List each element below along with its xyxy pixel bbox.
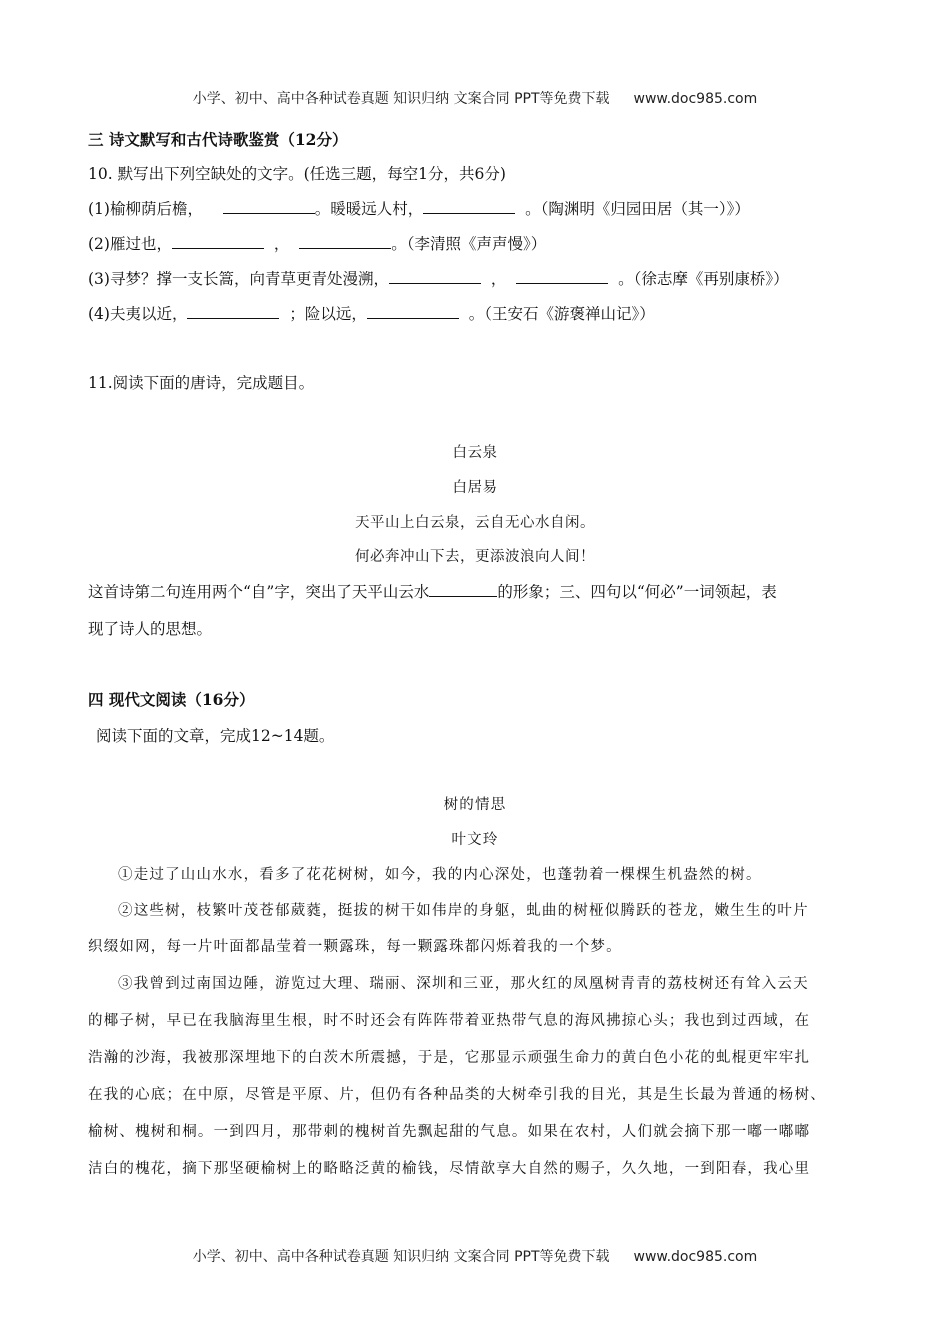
q10-item-2 xyxy=(88,234,864,254)
poem-title: 白云泉 xyxy=(452,445,498,461)
q10-item-1-text-b: 。暖暖远人村， xyxy=(314,200,424,218)
answer-blank[interactable] xyxy=(423,199,515,214)
article-line: 的椰子树，早已在我脑海里生根，时不时还会有阵阵带着亚热带气息的海风拂掠心头；我也到过西域，在 xyxy=(88,1013,811,1029)
article-author: 叶文玲 xyxy=(451,832,499,848)
article-line: ②这些树，枝繁叶茂苍郁葳蕤，挺拔的树干如伟岸的身躯，虬曲的树桠似腾跃的苍龙，嫩生生的叶片 xyxy=(118,903,809,919)
q10-item-3 xyxy=(88,269,864,289)
article-line: 浩瀚的沙海，我被那深埋地下的白茨木所震撼，于是，它那显示顽强生命力的黄白色小花的虬棍更牢牢扎 xyxy=(88,1050,811,1066)
answer-blank[interactable] xyxy=(367,304,459,319)
poem-line-2: 何必奔冲山下去，更添波浪向人间！ xyxy=(355,549,595,565)
q10-item-4 xyxy=(88,304,864,324)
q10-item-2-text-b: ， xyxy=(273,235,290,253)
q10-item-4-text-c: 。（王安石《游褒禅山记》） xyxy=(468,305,655,323)
q10-item-3-text-a: (3)寻梦？撑一支长篙，向青草更青处漫溯， xyxy=(88,270,389,288)
article-line: 榆树、槐树和桐。一到四月，那带刺的槐树首先飘起甜的气息。如果在农村，人们就会摘下那一嘟一嘟嘟 xyxy=(88,1124,811,1140)
article-line: ①走过了山山水水，看多了花花树树，如今，我的内心深处，也蓬勃着一棵棵生机盎然的树。 xyxy=(118,867,762,883)
q10-item-1-text-a: (1)榆柳荫后檐， xyxy=(88,200,203,218)
q10-item-4-text-b: ；险以远， xyxy=(289,305,367,323)
answer-blank[interactable] xyxy=(172,234,264,249)
section3-title: 三 诗文默写和古代诗歌鉴赏（12分） xyxy=(88,130,348,149)
q10-item-1-text-c: 。（陶渊明《归园田居（其一）》） xyxy=(525,200,750,218)
article-line: 织缀如网，每一片叶面都晶莹着一颗露珠，每一颗露珠都闪烁着我的一个梦。 xyxy=(88,939,622,955)
header-url[interactable]: www.doc985.com xyxy=(633,91,758,107)
q10-item-3-text-b: ， xyxy=(490,270,507,288)
page-footer xyxy=(0,1246,950,1266)
q10-stem: 10. 默写出下列空缺处的文字。(任选三题，每空1分，共6分) xyxy=(88,165,506,183)
q10-item-2-text-a: (2)雁过也， xyxy=(88,235,172,253)
answer-blank[interactable] xyxy=(516,269,608,284)
article-line: ③我曾到过南国边陲，游览过大理、瑞丽、深圳和三亚，那火红的凤凰树青青的荔枝树还有耸入云天 xyxy=(118,976,809,992)
q11-question-text-b: 的形象；三、四句以“何必”一词领起，表 xyxy=(497,583,777,601)
q10-item-3-text-c: 。（徐志摩《再别康桥》） xyxy=(618,270,789,288)
q10-item-1 xyxy=(88,199,864,219)
poem-line-1: 天平山上白云泉，云自无心水自闲。 xyxy=(355,515,595,531)
section4-title: 四 现代文阅读（16分） xyxy=(88,690,255,709)
q10-item-4-text-a: (4)夫夷以近， xyxy=(88,305,188,323)
footer-url[interactable]: www.doc985.com xyxy=(633,1249,758,1265)
article-title: 树的情思 xyxy=(443,797,507,813)
poem-author: 白居易 xyxy=(452,480,498,496)
answer-blank[interactable] xyxy=(299,234,391,249)
article-line: 洁白的槐花，摘下那坚硬榆树上的略略泛黄的榆钱，尽情歆享大自然的赐子，久久地，一到阳春，我心里 xyxy=(88,1161,811,1177)
q10-item-2-text-c: 。（李清照《声声慢》） xyxy=(391,235,547,253)
answer-blank[interactable] xyxy=(389,269,481,284)
answer-blank[interactable] xyxy=(187,304,279,319)
q11-question-cont: 现了诗人的思想。 xyxy=(88,620,213,638)
q11-question-text-a: 这首诗第二句连用两个“自”字，突出了天平山云水 xyxy=(88,583,430,601)
q11-question xyxy=(88,582,864,602)
q11-stem: 11.阅读下面的唐诗，完成题目。 xyxy=(88,374,315,392)
section4-intro: 阅读下面的文章，完成12~14题。 xyxy=(96,727,335,745)
article-line: 在我的心底；在中原，尽管是平原、片，但仍有各种品类的大树牵引我的目光，其是生长最为普通的杨树、 xyxy=(88,1087,826,1103)
footer-text: 小学、初中、高中各种试卷真题 知识归纳 文案合同 PPT等免费下载 xyxy=(192,1249,610,1265)
page-header xyxy=(0,88,950,108)
answer-blank[interactable] xyxy=(223,199,315,214)
header-text: 小学、初中、高中各种试卷真题 知识归纳 文案合同 PPT等免费下载 xyxy=(192,91,610,107)
answer-blank[interactable] xyxy=(429,582,497,597)
